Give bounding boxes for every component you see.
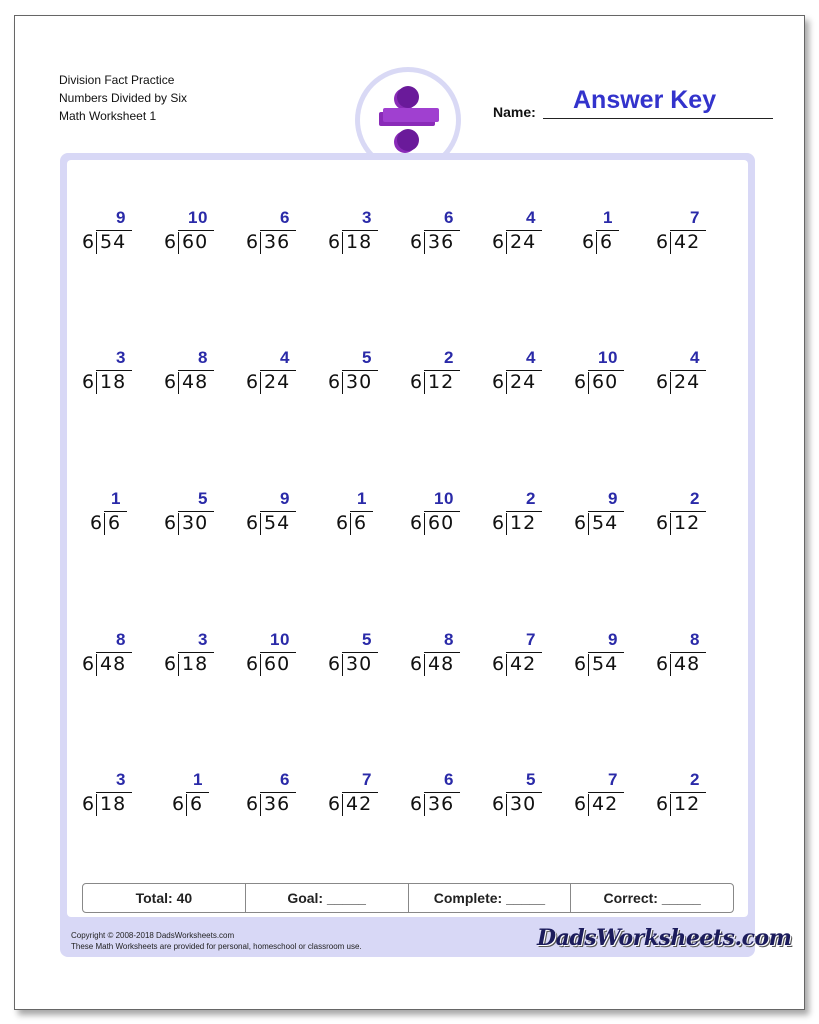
quotient-answer: 6 bbox=[280, 770, 290, 789]
division-bracket bbox=[104, 513, 105, 535]
division-bracket bbox=[506, 372, 507, 394]
quotient-answer: 4 bbox=[280, 348, 290, 367]
divisor: 6 bbox=[164, 653, 177, 675]
worksheet-subtitle: Numbers Divided by Six bbox=[59, 91, 188, 105]
divisor: 6 bbox=[574, 653, 587, 675]
divisor: 6 bbox=[410, 231, 423, 253]
dividend: 24 bbox=[510, 231, 537, 253]
quotient-answer: 4 bbox=[690, 348, 700, 367]
division-bracket bbox=[424, 794, 425, 816]
dividend: 24 bbox=[674, 371, 701, 393]
division-problem bbox=[410, 630, 480, 690]
division-bracket bbox=[96, 372, 97, 394]
dividend: 18 bbox=[346, 231, 373, 253]
quotient-answer: 9 bbox=[608, 489, 618, 508]
quotient-answer: 2 bbox=[444, 348, 454, 367]
divisor: 6 bbox=[492, 371, 505, 393]
divisor: 6 bbox=[328, 231, 341, 253]
division-bracket bbox=[96, 232, 97, 254]
divisor: 6 bbox=[656, 653, 669, 675]
quotient-answer: 2 bbox=[526, 489, 536, 508]
divisor: 6 bbox=[656, 793, 669, 815]
divisor: 6 bbox=[164, 371, 177, 393]
division-problem bbox=[246, 489, 316, 549]
dividend: 60 bbox=[264, 653, 291, 675]
division-bracket bbox=[424, 654, 425, 676]
dividend: 48 bbox=[100, 653, 127, 675]
division-bracket bbox=[260, 232, 261, 254]
quotient-answer: 4 bbox=[526, 348, 536, 367]
dividend: 60 bbox=[182, 231, 209, 253]
division-bracket bbox=[260, 513, 261, 535]
quotient-answer: 1 bbox=[603, 208, 613, 227]
division-bracket bbox=[342, 372, 343, 394]
division-problem bbox=[328, 489, 398, 549]
divisor: 6 bbox=[82, 231, 95, 253]
division-problem bbox=[328, 770, 398, 830]
division-bracket bbox=[424, 232, 425, 254]
divisor: 6 bbox=[336, 512, 349, 534]
division-problem bbox=[82, 348, 152, 408]
quotient-answer: 8 bbox=[116, 630, 126, 649]
division-problem bbox=[328, 348, 398, 408]
copyright-text: Copyright © 2008-2018 DadsWorksheets.com bbox=[71, 931, 235, 940]
division-bracket bbox=[670, 232, 671, 254]
division-bracket bbox=[506, 232, 507, 254]
divisor: 6 bbox=[328, 371, 341, 393]
quotient-answer: 5 bbox=[362, 630, 372, 649]
division-problem bbox=[246, 770, 316, 830]
division-bracket bbox=[260, 794, 261, 816]
division-problem bbox=[656, 348, 726, 408]
division-problem bbox=[574, 770, 644, 830]
dividend: 24 bbox=[264, 371, 291, 393]
goal-cell: Goal: _____ bbox=[246, 884, 409, 912]
dividend: 48 bbox=[428, 653, 455, 675]
division-bracket bbox=[588, 654, 589, 676]
divisor: 6 bbox=[82, 371, 95, 393]
quotient-answer: 7 bbox=[362, 770, 372, 789]
quotient-answer: 1 bbox=[193, 770, 203, 789]
quotient-answer: 9 bbox=[280, 489, 290, 508]
quotient-answer: 3 bbox=[362, 208, 372, 227]
division-bracket bbox=[670, 654, 671, 676]
divisor: 6 bbox=[574, 371, 587, 393]
divisor: 6 bbox=[656, 371, 669, 393]
dividend: 24 bbox=[510, 371, 537, 393]
dividend: 60 bbox=[592, 371, 619, 393]
division-problem bbox=[656, 630, 726, 690]
dividend: 54 bbox=[592, 512, 619, 534]
quotient-answer: 2 bbox=[690, 770, 700, 789]
divisor: 6 bbox=[82, 793, 95, 815]
quotient-answer: 3 bbox=[198, 630, 208, 649]
division-problem bbox=[410, 348, 480, 408]
divisor: 6 bbox=[90, 512, 103, 534]
dividend: 54 bbox=[592, 653, 619, 675]
divisor: 6 bbox=[246, 512, 259, 534]
divisor: 6 bbox=[656, 231, 669, 253]
division-problem bbox=[82, 770, 152, 830]
score-table bbox=[82, 883, 734, 913]
quotient-answer: 6 bbox=[280, 208, 290, 227]
divisor: 6 bbox=[246, 231, 259, 253]
quotient-answer: 7 bbox=[608, 770, 618, 789]
division-bracket bbox=[178, 654, 179, 676]
dividend: 30 bbox=[510, 793, 537, 815]
quotient-answer: 10 bbox=[188, 208, 208, 227]
division-bracket bbox=[96, 794, 97, 816]
usage-notice: These Math Worksheets are provided for personal, homeschool or classroom use. bbox=[71, 942, 362, 951]
division-problem bbox=[574, 348, 644, 408]
division-bracket bbox=[350, 513, 351, 535]
quotient-answer: 6 bbox=[444, 770, 454, 789]
worksheet-title-block bbox=[59, 71, 187, 125]
division-bracket bbox=[178, 232, 179, 254]
division-bracket bbox=[342, 232, 343, 254]
dividend: 30 bbox=[182, 512, 209, 534]
quotient-answer: 2 bbox=[690, 489, 700, 508]
divisor: 6 bbox=[582, 231, 595, 253]
dividend: 30 bbox=[346, 371, 373, 393]
divisor: 6 bbox=[492, 793, 505, 815]
quotient-answer: 10 bbox=[598, 348, 618, 367]
divisor: 6 bbox=[410, 653, 423, 675]
quotient-answer: 1 bbox=[111, 489, 121, 508]
divisor: 6 bbox=[246, 793, 259, 815]
division-problem bbox=[164, 208, 234, 268]
division-problem bbox=[492, 348, 562, 408]
division-bracket bbox=[596, 232, 597, 254]
divisor: 6 bbox=[410, 371, 423, 393]
complete-cell: Complete: _____ bbox=[409, 884, 572, 912]
divisor: 6 bbox=[328, 653, 341, 675]
division-problem bbox=[410, 208, 480, 268]
name-field-line bbox=[543, 118, 773, 119]
divisor: 6 bbox=[164, 231, 177, 253]
division-bracket bbox=[186, 794, 187, 816]
division-bracket bbox=[506, 513, 507, 535]
divisor: 6 bbox=[246, 371, 259, 393]
dividend: 18 bbox=[100, 371, 127, 393]
division-bracket bbox=[178, 372, 179, 394]
division-problem bbox=[574, 208, 644, 268]
quotient-answer: 8 bbox=[444, 630, 454, 649]
division-problem bbox=[492, 208, 562, 268]
division-problem bbox=[82, 489, 152, 549]
quotient-answer: 3 bbox=[116, 770, 126, 789]
divisor: 6 bbox=[410, 793, 423, 815]
division-problem bbox=[492, 630, 562, 690]
dividend: 42 bbox=[346, 793, 373, 815]
divisor: 6 bbox=[574, 512, 587, 534]
quotient-answer: 1 bbox=[357, 489, 367, 508]
divisor: 6 bbox=[574, 793, 587, 815]
division-bracket bbox=[588, 794, 589, 816]
dividend: 48 bbox=[674, 653, 701, 675]
worksheet-title: Division Fact Practice bbox=[59, 73, 175, 87]
division-bracket bbox=[424, 372, 425, 394]
division-problem bbox=[410, 770, 480, 830]
dividend: 12 bbox=[674, 793, 701, 815]
divisor: 6 bbox=[328, 793, 341, 815]
division-bracket bbox=[96, 654, 97, 676]
dividend: 6 bbox=[190, 793, 204, 815]
quotient-answer: 4 bbox=[526, 208, 536, 227]
division-problem bbox=[656, 770, 726, 830]
divisor: 6 bbox=[172, 793, 185, 815]
division-bracket bbox=[588, 513, 589, 535]
copyright-block bbox=[71, 930, 362, 952]
dividend: 42 bbox=[510, 653, 537, 675]
division-problem bbox=[246, 348, 316, 408]
correct-cell: Correct: _____ bbox=[603, 890, 701, 906]
divisor: 6 bbox=[410, 512, 423, 534]
division-problem bbox=[164, 630, 234, 690]
division-problem bbox=[574, 489, 644, 549]
divisor: 6 bbox=[82, 653, 95, 675]
name-label: Name: bbox=[493, 104, 536, 120]
division-problem bbox=[656, 489, 726, 549]
divisor: 6 bbox=[656, 512, 669, 534]
division-problem bbox=[410, 489, 480, 549]
dividend: 42 bbox=[592, 793, 619, 815]
divisor: 6 bbox=[164, 512, 177, 534]
division-problem bbox=[164, 489, 234, 549]
quotient-answer: 3 bbox=[116, 348, 126, 367]
division-problem bbox=[492, 489, 562, 549]
quotient-answer: 10 bbox=[270, 630, 290, 649]
divisor: 6 bbox=[492, 512, 505, 534]
division-bracket bbox=[670, 513, 671, 535]
division-bracket bbox=[670, 794, 671, 816]
division-problem bbox=[164, 348, 234, 408]
division-problem bbox=[328, 208, 398, 268]
quotient-answer: 7 bbox=[690, 208, 700, 227]
division-bracket bbox=[260, 654, 261, 676]
division-bracket bbox=[342, 794, 343, 816]
division-problem bbox=[82, 208, 152, 268]
answer-key-title: Answer Key bbox=[573, 86, 717, 114]
division-problem bbox=[574, 630, 644, 690]
dividend: 6 bbox=[600, 231, 614, 253]
division-bracket bbox=[424, 513, 425, 535]
divisor: 6 bbox=[492, 231, 505, 253]
division-bracket bbox=[342, 654, 343, 676]
division-bracket bbox=[260, 372, 261, 394]
dividend: 18 bbox=[182, 653, 209, 675]
quotient-answer: 10 bbox=[434, 489, 454, 508]
dividend: 54 bbox=[264, 512, 291, 534]
dividend: 18 bbox=[100, 793, 127, 815]
division-bracket bbox=[178, 513, 179, 535]
division-bracket bbox=[670, 372, 671, 394]
division-problem bbox=[328, 630, 398, 690]
quotient-answer: 8 bbox=[198, 348, 208, 367]
dividend: 36 bbox=[264, 231, 291, 253]
quotient-answer: 5 bbox=[198, 489, 208, 508]
divisor: 6 bbox=[246, 653, 259, 675]
dividend: 6 bbox=[108, 512, 122, 534]
quotient-answer: 5 bbox=[362, 348, 372, 367]
divisor: 6 bbox=[492, 653, 505, 675]
quotient-answer: 8 bbox=[690, 630, 700, 649]
division-bracket bbox=[506, 794, 507, 816]
dividend: 6 bbox=[354, 512, 368, 534]
quotient-answer: 6 bbox=[444, 208, 454, 227]
dividend: 36 bbox=[428, 231, 455, 253]
dividend: 48 bbox=[182, 371, 209, 393]
quotient-answer: 7 bbox=[526, 630, 536, 649]
quotient-answer: 5 bbox=[526, 770, 536, 789]
division-problem bbox=[246, 208, 316, 268]
total-cell: Total: 40 bbox=[83, 884, 246, 912]
site-logo: DadsWorksheets.com bbox=[537, 925, 792, 951]
division-problem bbox=[246, 630, 316, 690]
division-problem bbox=[656, 208, 726, 268]
division-problem bbox=[164, 770, 234, 830]
dividend: 12 bbox=[674, 512, 701, 534]
dividend: 36 bbox=[264, 793, 291, 815]
dividend: 30 bbox=[346, 653, 373, 675]
dividend: 54 bbox=[100, 231, 127, 253]
division-bracket bbox=[506, 654, 507, 676]
quotient-answer: 9 bbox=[116, 208, 126, 227]
worksheet-number: Math Worksheet 1 bbox=[59, 109, 157, 123]
dividend: 42 bbox=[674, 231, 701, 253]
dividend: 12 bbox=[510, 512, 537, 534]
division-problem bbox=[82, 630, 152, 690]
dividend: 12 bbox=[428, 371, 455, 393]
division-problem bbox=[492, 770, 562, 830]
division-bracket bbox=[588, 372, 589, 394]
dividend: 36 bbox=[428, 793, 455, 815]
dividend: 60 bbox=[428, 512, 455, 534]
quotient-answer: 9 bbox=[608, 630, 618, 649]
